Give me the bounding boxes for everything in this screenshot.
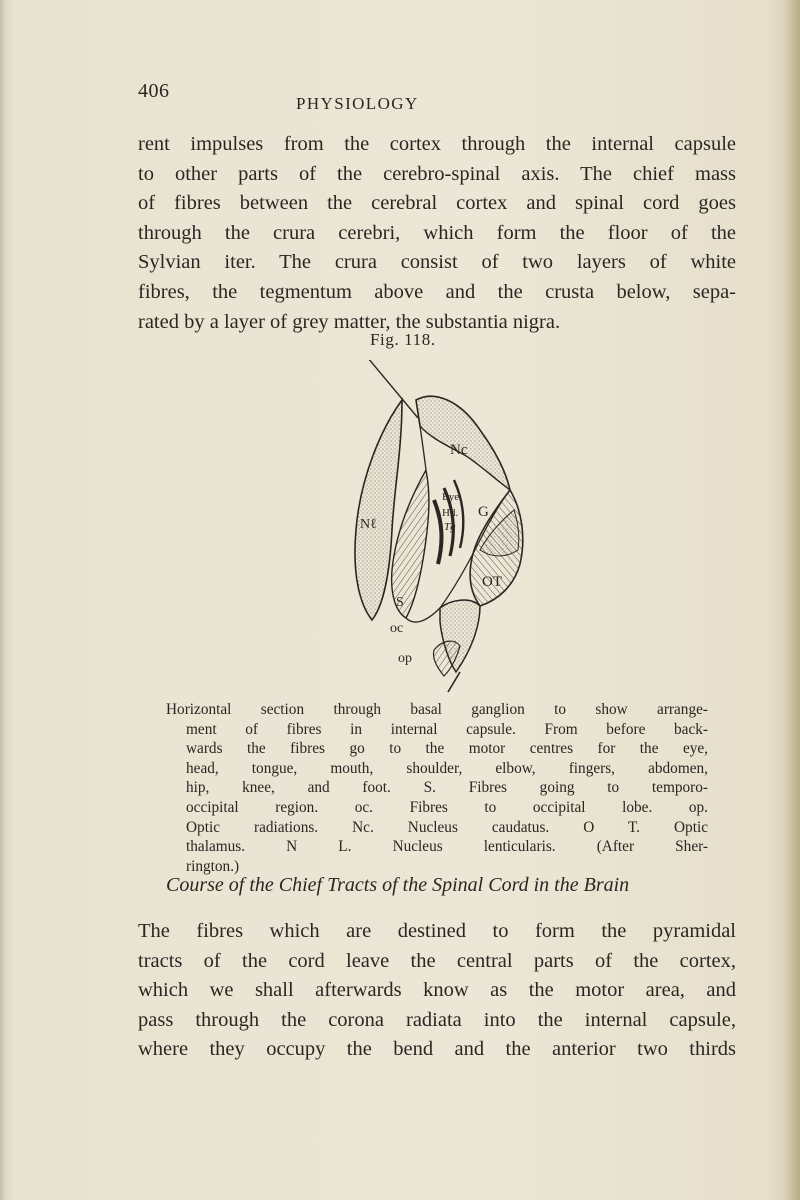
text-line: rent impulses from the cortex through the internal capsule [138, 133, 736, 155]
label-tg: Tg [444, 521, 456, 533]
text-line: which we shall afterwards know as the motor area, and [138, 979, 736, 1002]
paragraph-1 [138, 130, 736, 337]
text-line: Sylvian iter. The crura consist of two layers of white [138, 251, 736, 274]
text-line: The fibres which are destined to form the pyramidal [138, 920, 736, 942]
pointer-line [368, 360, 418, 418]
caption-line: occipital region. oc. Fibres to occipital lobe. op. [186, 798, 708, 816]
figure-caption [166, 700, 708, 876]
figure-label: Fig. 118. [370, 330, 436, 349]
figure-drawing [330, 360, 540, 695]
page-gutter-shadow [0, 0, 6, 1200]
page-number: 406 [138, 80, 170, 102]
caption-line: ment of fibres in internal capsule. From before back- [186, 720, 708, 738]
text-line: pass through the corona radiata into the internal capsule, [138, 1008, 736, 1031]
label-oc: oc [390, 621, 404, 636]
text-line: tracts of the cord leave the central parts of the cortex, [138, 949, 736, 972]
running-head: PHYSIOLOGY [296, 94, 419, 113]
text-line: where they occupy the bend and the anterior two thirds [138, 1038, 736, 1061]
label-nc: Nc [450, 442, 468, 458]
caption-line: wards the fibres go to the motor centres for the eye, [186, 740, 708, 758]
text-line: rated by a layer of grey matter, the substantia nigra. [138, 310, 561, 333]
caption-line: Optic radiations. Nc. Nucleus caudatus. O T. Optic [186, 818, 708, 836]
caption-line: Horizontal section through basal ganglion to show arrange- [166, 701, 708, 718]
page-edge [786, 0, 800, 1200]
label-op: op [398, 651, 412, 666]
label-ot: OT [482, 574, 502, 590]
text-line: through the crura cerebri, which form the floor of the [138, 221, 736, 244]
caption-line: thalamus. N L. Nucleus lenticularis. (After Sher- [186, 838, 708, 856]
label-hd: Hd. [442, 507, 459, 519]
section-heading: Course of the Chief Tracts of the Spinal Cord in the Brain [166, 874, 630, 896]
label-g: G [478, 504, 489, 520]
basal-ganglion-illustration [330, 360, 540, 695]
caption-line: head, tongue, mouth, shoulder, elbow, fingers, abdomen, [186, 759, 708, 777]
caption-line: rington.) [186, 857, 240, 875]
text-line: fibres, the tegmentum above and the crusta below, sepa- [138, 280, 736, 303]
pointer-line [448, 672, 460, 692]
text-line: to other parts of the cerebro-spinal axis. The chief mass [138, 162, 736, 185]
label-nl: Nℓ [360, 517, 377, 532]
caption-line: hip, knee, and foot. S. Fibres going to temporo- [186, 779, 708, 797]
label-eye: Eye [442, 491, 460, 503]
text-line: of fibres between the cerebral cortex and spinal cord goes [138, 192, 736, 215]
paragraph-2 [138, 917, 736, 1065]
label-s: S [396, 595, 404, 610]
